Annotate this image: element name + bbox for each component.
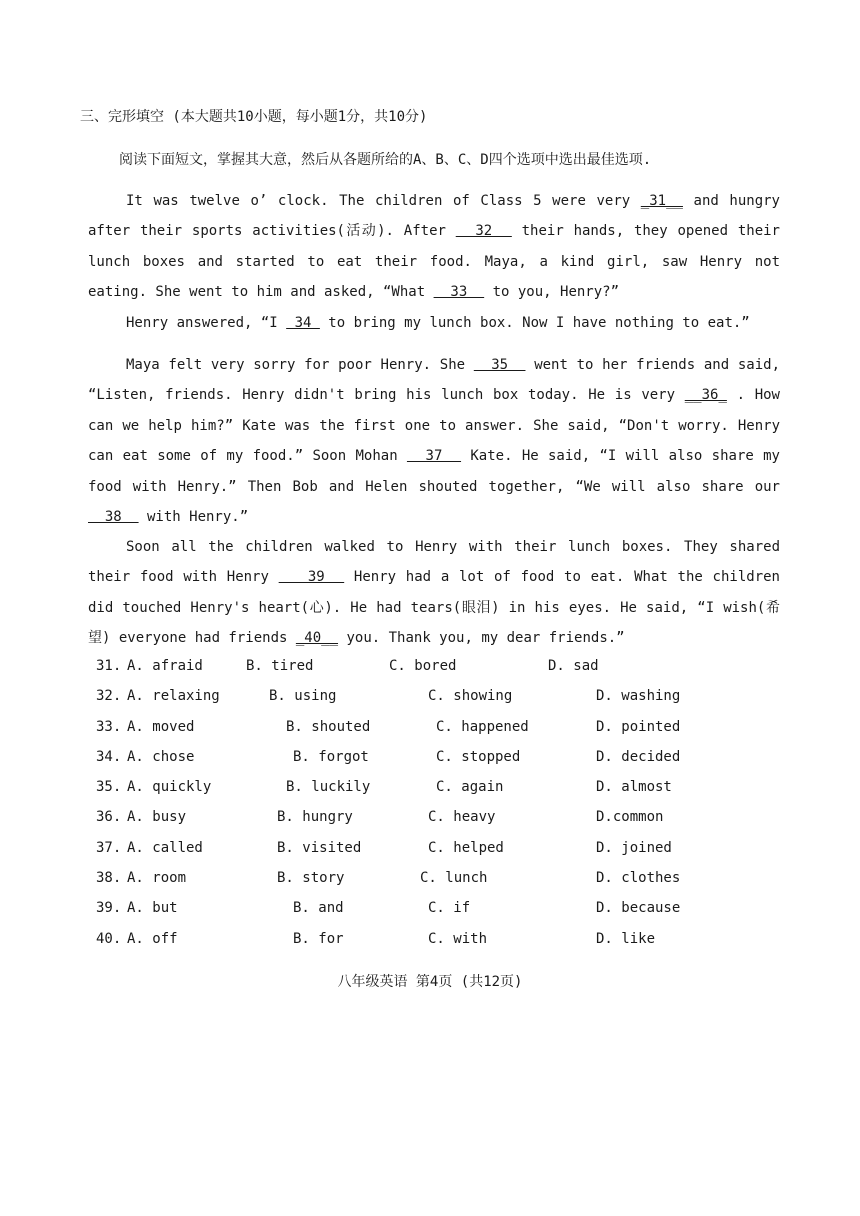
option-b: B. hungry [277,809,353,826]
option-d: D. because [596,900,681,917]
option-b: B. tired [246,658,314,674]
question-number: 36. [96,809,122,826]
option-c: C. happened [436,718,529,735]
option-d: D. sad [548,658,599,674]
option-d: D. clothes [596,870,681,887]
option-d: D. pointed [596,718,681,735]
option-d: D. joined [596,839,672,856]
option-a: A. room [127,870,187,887]
blank-40: _40__ [295,630,339,647]
blank-33: 33 [433,284,485,301]
option-c: C. stopped [436,748,521,765]
option-d: D. like [596,930,656,947]
question-number: 33. [96,718,122,735]
option-a: A. but [127,900,178,917]
option-c: C. with [428,930,488,947]
page-footer: 八年级英语 第4页 (共12页) [337,974,523,990]
option-d: D. washing [596,688,681,705]
option-row-39 [96,900,796,930]
option-b: B. and [293,900,344,917]
blank-37: 37 [406,448,462,465]
blank-34: 34 [286,315,320,331]
blank-32: 32 [455,223,512,240]
option-c: C. bored [389,658,457,674]
blank-38: 38 [88,509,139,526]
question-number: 31. [96,658,122,674]
option-row-37 [96,840,796,870]
option-b: B. forgot [293,748,369,765]
blank-31: _31__ [640,193,683,209]
option-row-35 [96,779,796,809]
answer-options [96,658,796,961]
passage-paragraph-2: Henry answered, “I 34 to bring my lunch box. Now I have nothing to eat.” [126,315,750,331]
option-row-32 [96,688,796,718]
instructions: 阅读下面短文，掌握其大意，然后从各题所给的A、B、C、D四个选项中选出最佳选项. [119,152,652,168]
question-number: 32. [96,688,122,705]
option-d: D. decided [596,748,681,765]
passage-paragraph-1: It was twelve o’ clock. The children of Class 5 were very _31__ and hungry after their sports activities(活动). After 32 their hands, they opened their lunch boxes and started to eat their food. Maya, a kind girl, saw Henry not eating. She went to him and asked, “What 33 to you, Henry?” [88,193,780,301]
option-a: A. busy [127,809,187,826]
option-c: C. lunch [420,870,488,887]
option-row-33 [96,719,796,749]
option-c: C. again [436,779,504,796]
option-d: D. almost [596,779,672,796]
option-b: B. for [293,930,344,947]
question-number: 35. [96,779,122,796]
question-number: 39. [96,900,122,917]
blank-39: 39 [278,569,345,586]
option-c: C. if [428,900,471,917]
option-row-40 [96,931,796,961]
option-row-34 [96,749,796,779]
question-number: 34. [96,748,122,765]
question-number: 38. [96,870,122,887]
option-d: D.common [596,809,664,826]
option-c: C. showing [428,688,513,705]
question-number: 37. [96,839,122,856]
option-a: A. afraid [127,658,203,674]
question-number: 40. [96,930,122,947]
option-c: C. heavy [428,809,496,826]
option-a: A. relaxing [127,688,220,705]
section-title: 三、完形填空 (本大题共10小题，每小题1分，共10分) [80,109,428,125]
passage-paragraph-4: Soon all the children walked to Henry with their lunch boxes. They shared their food with Henry 39 Henry had a lot of food to eat. What the children did touched Henry's heart(心). He had tears(眼泪) in his eyes. He said, “I wish(希望) everyone had friends _40__ you. Thank you, my dear friends.” [88,539,780,647]
option-row-36 [96,809,796,839]
option-b: B. story [277,870,345,887]
option-a: A. moved [127,718,195,735]
option-a: A. called [127,839,203,856]
blank-36: __36_ [684,387,727,404]
option-b: B. shouted [286,718,371,735]
option-a: A. off [127,930,178,947]
option-b: B. luckily [286,779,371,796]
option-a: A. quickly [127,779,212,796]
option-b: B. using [269,688,337,705]
option-a: A. chose [127,748,195,765]
option-c: C. helped [428,839,504,856]
blank-35: 35 [473,357,526,373]
passage-paragraph-3: Maya felt very sorry for poor Henry. She 35 went to her friends and said, “Listen, friends. Henry didn't bring his lunch box today. He is very __36_ . How can we help him?” Kate was the first one to answer. She said, “Don't worry. Henry can eat some of my food.” Soon Mohan 37 Kate. He said, “I will also share my food with Henry.” Then Bob and Helen shouted together, “We will also share our 38 with Henry.” [88,357,781,526]
option-row-31 [96,658,796,688]
option-row-38 [96,870,796,900]
option-b: B. visited [277,839,362,856]
